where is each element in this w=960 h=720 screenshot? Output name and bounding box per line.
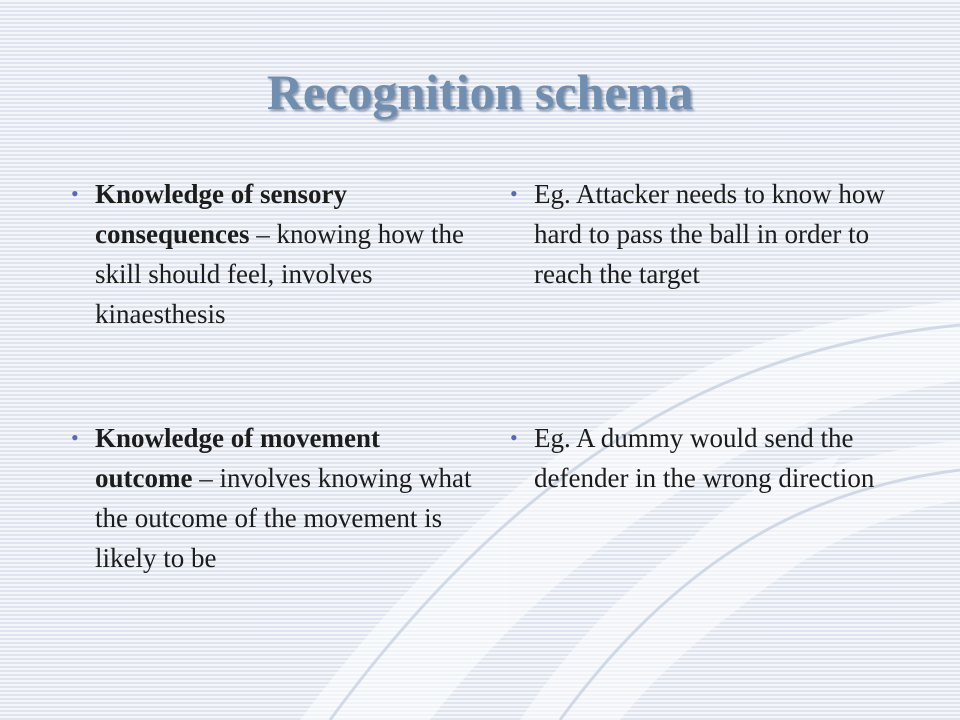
bullet-description: – involves knowing what the outcome of the movement is likely to be (95, 463, 472, 573)
bullet-icon: • (510, 181, 518, 206)
bullet-icon: • (510, 425, 518, 450)
bullet-description: Eg. Attacker needs to know how hard to pass the ball in order to reach the target (534, 179, 885, 289)
bullet-item-sensory-consequences (71, 174, 475, 334)
slide-title: Recognition schema (266, 64, 694, 120)
bullet-item-dummy-example (510, 418, 914, 498)
bullet-item-movement-outcome (71, 418, 475, 578)
bullet-item-attacker-example (510, 174, 914, 294)
bullet-term: Knowledge of movement outcome (95, 423, 380, 493)
bullet-description: – knowing how the skill should feel, involves kinaesthesis (95, 219, 464, 329)
bullet-icon: • (71, 181, 79, 206)
bullet-icon: • (71, 425, 79, 450)
bullet-term: Knowledge of sensory consequences (95, 179, 347, 249)
bullet-description: Eg. A dummy would send the defender in the wrong direction (534, 423, 875, 493)
